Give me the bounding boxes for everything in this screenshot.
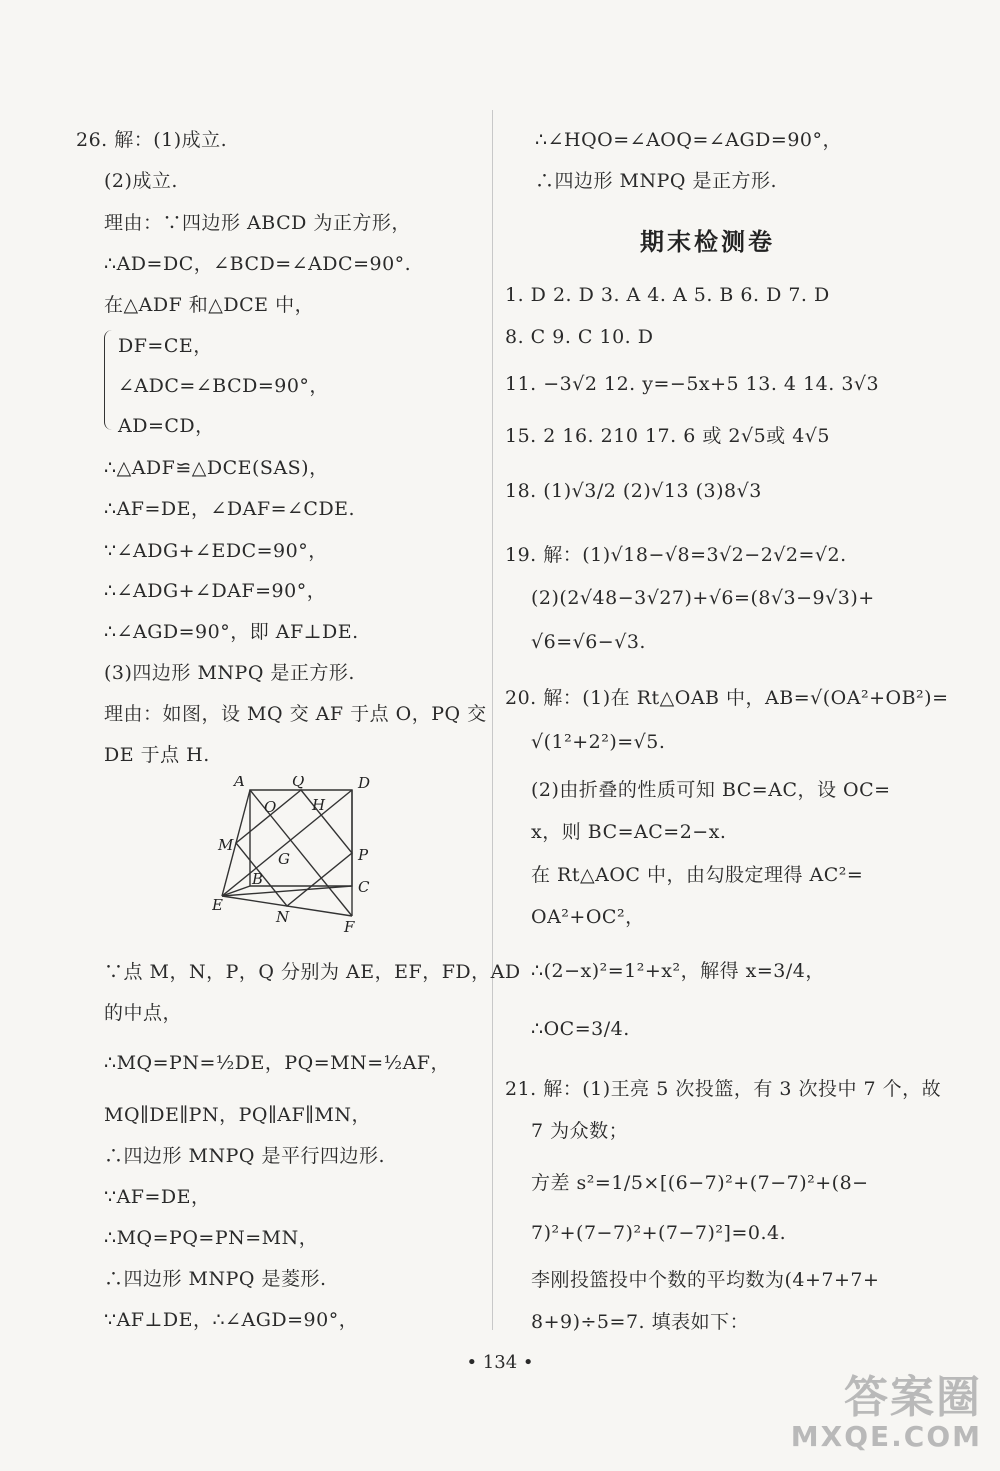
- geometry-figure: [212, 776, 372, 936]
- answer-line: 21. 解：(1)王亮 5 次投篮，有 3 次投中 7 个，故: [505, 1078, 942, 1100]
- page-number: • 134 •: [466, 1352, 534, 1373]
- system-line: DF=CE，: [118, 335, 213, 357]
- answer-line: ∴(2−x)²=1²+x²，解得 x=3/4，: [531, 960, 825, 982]
- answer-line: √6=√6−√3.: [531, 631, 646, 653]
- answer-line: 方差 s²=1/5×[(6−7)²+(7−7)²+(8−: [531, 1172, 869, 1194]
- text-line: 理由：∵四边形 ABCD 为正方形，: [104, 212, 411, 234]
- answer-line: OA²+OC²，: [531, 906, 645, 928]
- label-e: E: [212, 896, 223, 914]
- text-line: MQ∥DE∥PN，PQ∥AF∥MN，: [104, 1104, 371, 1126]
- answer-line: √(1²+2²)=√5.: [531, 731, 666, 753]
- text-line: (2)成立.: [104, 170, 178, 192]
- text-line: ∴四边形 MNPQ 是平行四边形.: [104, 1145, 386, 1167]
- label-o: O: [264, 798, 277, 816]
- answer-line: 8. C 9. C 10. D: [505, 326, 654, 348]
- answer-line: x，则 BC=AC=2−x.: [531, 821, 727, 843]
- text-line: ∴MQ=PQ=PN=MN，: [104, 1227, 319, 1249]
- answer-line: 11. −3√2 12. y=−5x+5 13. 4 14. 3√3: [505, 373, 880, 395]
- label-c: C: [358, 878, 370, 896]
- answer-line: 在 Rt△AOC 中，由勾股定理得 AC²=: [531, 864, 864, 886]
- answer-line: 18. (1)√3/2 (2)√13 (3)8√3: [505, 480, 762, 502]
- answer-line: 8+9)÷5=7. 填表如下：: [531, 1311, 750, 1333]
- answer-line: 7)²+(7−7)²+(7−7)²]=0.4.: [531, 1222, 787, 1244]
- label-p: P: [358, 846, 369, 864]
- label-a: A: [234, 776, 245, 790]
- answer-line: 7 为众数；: [531, 1120, 629, 1142]
- text-line: DE 于点 H.: [104, 744, 210, 766]
- watermark: [790, 1372, 982, 1453]
- label-f: F: [344, 918, 355, 936]
- text-line: ∵∠ADG+∠EDC=90°，: [104, 540, 328, 562]
- text-line: ∴MQ=PN=½DE，PQ=MN=½AF，: [104, 1052, 450, 1074]
- text-line: 的中点，: [104, 1002, 183, 1024]
- quad-mnpq: [236, 790, 352, 906]
- answer-line: 20. 解：(1)在 Rt△OAB 中，AB=√(OA²+OB²)=: [505, 687, 949, 709]
- system-line: ∠ADC=∠BCD=90°，: [118, 375, 329, 397]
- answer-line: 19. 解：(1)√18−√8=3√2−2√2=√2.: [505, 544, 847, 566]
- text-line: ∵点 M，N，P，Q 分别为 AE，EF，FD，AD: [104, 961, 521, 983]
- text-line: 理由：如图，设 MQ 交 AF 于点 O，PQ 交: [104, 703, 487, 725]
- column-divider: [492, 110, 493, 1330]
- text-line: ∴∠AGD=90°，即 AF⊥DE.: [104, 621, 359, 643]
- answer-line: 15. 2 16. 210 17. 6 或 2√5或 4√5: [505, 425, 830, 447]
- system-line: AD=CD，: [118, 415, 215, 437]
- answer-line: (2)由折叠的性质可知 BC=AC，设 OC=: [531, 779, 891, 801]
- watermark-url: MXQE.COM: [790, 1420, 982, 1453]
- text-line: ∴AF=DE，∠DAF=∠CDE.: [104, 498, 356, 520]
- label-d: D: [358, 776, 371, 792]
- watermark-logo-text: 答案圈: [844, 1372, 982, 1423]
- answer-line: 李刚投篮投中个数的平均数为(4+7+7+: [531, 1269, 880, 1291]
- text-line: ∴四边形 MNPQ 是正方形.: [535, 170, 778, 192]
- label-n: N: [276, 908, 290, 926]
- text-line: ∴∠ADG+∠DAF=90°，: [104, 580, 327, 602]
- text-line: (3)四边形 MNPQ 是正方形.: [104, 662, 355, 684]
- label-m: M: [218, 836, 234, 854]
- label-q: Q: [292, 776, 305, 790]
- answer-line: ∴OC=3/4.: [531, 1018, 630, 1040]
- label-g: G: [278, 850, 290, 868]
- text-line: ∵AF⊥DE，∴∠AGD=90°，: [104, 1309, 359, 1331]
- label-b: B: [252, 870, 264, 888]
- text-line: ∴△ADF≌△DCE(SAS)，: [104, 457, 329, 479]
- text-line: ∴∠HQO=∠AOQ=∠AGD=90°，: [535, 129, 843, 151]
- text-line: 在△ADF 和△DCE 中，: [104, 294, 315, 316]
- text-line: ∴四边形 MNPQ 是菱形.: [104, 1268, 327, 1290]
- system-brace: [104, 330, 115, 430]
- segment-de: [222, 790, 352, 896]
- text-line: ∴AD=DC，∠BCD=∠ADC=90°.: [104, 253, 412, 275]
- section-title: 期末检测卷: [640, 228, 775, 256]
- label-h: H: [312, 796, 326, 814]
- answer-line: 1. D 2. D 3. A 4. A 5. B 6. D 7. D: [505, 284, 830, 306]
- q26-heading: 26. 解：(1)成立.: [76, 129, 228, 151]
- text-line: ∵AF=DE，: [104, 1186, 211, 1208]
- answer-line: (2)(2√48−3√27)+√6=(8√3−9√3)+: [531, 587, 875, 609]
